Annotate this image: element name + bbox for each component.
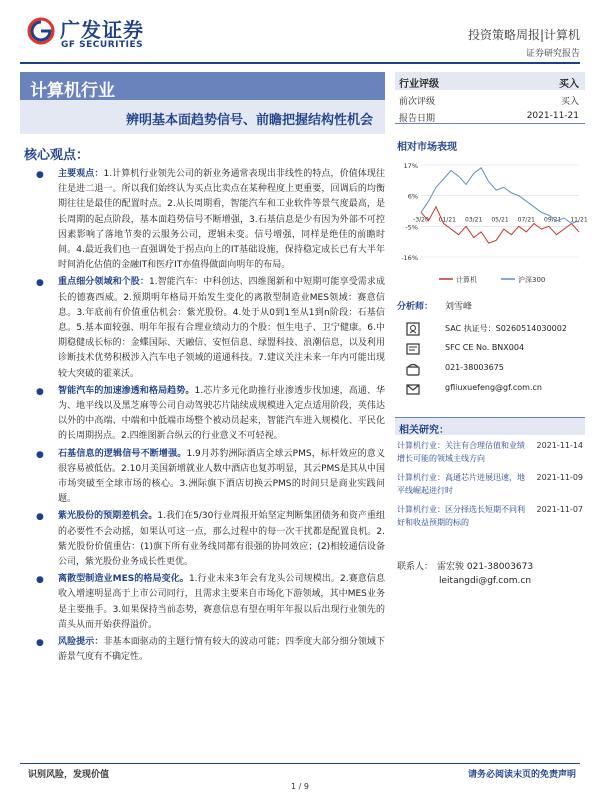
chart-svg bbox=[395, 153, 588, 293]
related-item-title[interactable]: 计算机行业：关注有合理估值和业绩增长可能的领域主线方向 bbox=[397, 441, 525, 463]
footer-disclaimer: 请务必阅读末页的免责声明 bbox=[467, 770, 576, 780]
bullet-item bbox=[20, 447, 385, 508]
relative-performance-chart bbox=[395, 153, 588, 293]
x-tick-label: 03/21 bbox=[465, 216, 483, 224]
rating-row bbox=[395, 72, 585, 90]
certificate-icon bbox=[405, 321, 421, 337]
bullet-item bbox=[20, 635, 385, 665]
bullet-text: 1.计算机行业领先公司的新业务通常表现出非线性的特点，价值体现往往是进二退一。所以我们始终认为买点比卖点在某种程度上更重要，回调后的均衡期往往是最佳的配置时点。2.从长周期看，智能汽车和工业软件等景气度最高，是长周期的起点阶段，基本面趋势信号不断增强，3.石基信息是少有因为外部不可控因素影响了落地节奏的云服务公司，逻辑未变。信号增强，同样是绝佳的前瞻时间。4.最近我们也一直强调处于拐点向上的IT基础设施，保持稳定成长已有大半年时间消化估值的金融IT和医疗IT亦值得做面向明年的布局。 bbox=[58, 169, 385, 271]
header-divider bbox=[20, 62, 580, 64]
bullet-text: 1.9月苏豹洲际酒店全球云PMS，标杆效应的意义很容易被低估。2.10月美国新增就业人数中酒店也复苏明显，其云PMS是其从中国市场突破至全球市场的核心。3.洲际旗下酒店切换云PMS的时间只是商业实践问题。 bbox=[58, 448, 385, 505]
related-research-title: 相关研究： bbox=[395, 417, 585, 435]
x-tick-label: -3/20 bbox=[413, 216, 429, 224]
related-item[interactable] bbox=[395, 435, 585, 467]
related-item-date: 2021-11-14 bbox=[536, 441, 583, 450]
contact-email: leitangdi@gf.com.cn bbox=[439, 576, 532, 586]
gf-logo-icon bbox=[28, 18, 54, 44]
prev-rating-row bbox=[395, 90, 585, 107]
contact-block bbox=[395, 559, 585, 586]
y-tick-label: 17% bbox=[403, 162, 418, 170]
bullet-item bbox=[20, 509, 385, 570]
series-line bbox=[421, 207, 579, 243]
bullet-text: 1.芯片多元化助推行业渗透步伐加速，高通、华为、地平线以及黑芝麻等公司自动驾驶芯片陆续成规模进入定点适用阶段，英伟达以外的中高端、中端和中低端市场整个被动员起来，智能汽车进入规模化、平民化的长周期拐点。2.四维图新合纵云的行业意义不可轻视。 bbox=[58, 385, 385, 442]
bullet-dot-icon: ● bbox=[36, 449, 44, 460]
analyst-name: 刘雪峰 bbox=[445, 302, 473, 312]
phone-icon bbox=[405, 361, 421, 377]
logo-text-cn: 广发证券 bbox=[60, 18, 144, 42]
x-tick-label: 01/21 bbox=[438, 216, 456, 224]
y-tick-label: 6% bbox=[407, 192, 418, 201]
contact-name-phone: 雷宏骏 021-38003673 bbox=[437, 562, 534, 572]
industry-title: 计算机行业 bbox=[20, 72, 385, 100]
related-item-title[interactable]: 计算机行业：区分择选长短期不同利好和收益预期的标的 bbox=[397, 505, 525, 527]
legend-label: 沪深300 bbox=[518, 276, 546, 284]
analyst-block bbox=[395, 297, 585, 457]
report-subtitle: 辨明基本面趋势信号、前瞻把握结构性机会 bbox=[20, 100, 385, 134]
bullet-lead: 离散型制造业MES的格局变化。 bbox=[58, 574, 189, 585]
bullet-lead: 重点细分领域和个股： bbox=[58, 277, 149, 288]
main-column bbox=[20, 72, 385, 668]
report-subtype: 证券研究报告 bbox=[525, 49, 580, 59]
bullet-dot-icon: ● bbox=[36, 278, 44, 289]
legend-label: 计算机 bbox=[456, 276, 477, 284]
report-date-label: 报告日期 bbox=[399, 114, 436, 124]
bullet-item bbox=[20, 167, 385, 273]
bullet-item bbox=[20, 572, 385, 633]
bullet-lead: 智能汽车的加速渗透和格局趋势。 bbox=[58, 385, 195, 396]
related-item[interactable] bbox=[395, 499, 585, 531]
bullet-text: 1.行业未来3年会有龙头公司规模出。2.赛意信息收入增速明显高于上市公司同行，且需求主要来自市场化下游领域，其中MES业务是主要推手。3.如果保持当前态势，赛意信息有望在明年年报以后出现行业领先的苗头从而开始获得溢价。 bbox=[58, 574, 386, 630]
report-date-value: 2021-11-21 bbox=[526, 111, 579, 121]
analyst-sfc: SFC CE No. BNX004 bbox=[445, 343, 525, 352]
bullet-dot-icon: ● bbox=[36, 170, 44, 180]
x-tick-label: 11/21 bbox=[570, 216, 588, 224]
bullet-text: 1.我们在5/30行业周报开始坚定判断集团债务和资产重组的必要性不会动摇，如果认可这一点，那么过程中的每一次干扰都是配置良机。2.紫光股份价值重估：(1)旗下所有业务线同都有很强的协同效应；(2)相较通信设备公司，紫光股份业务成长性更优。 bbox=[58, 511, 385, 568]
report-date-row bbox=[395, 107, 585, 124]
bullet-dot-icon: ● bbox=[36, 386, 44, 397]
bullet-list bbox=[20, 167, 385, 666]
bullet-dot-icon: ● bbox=[36, 638, 44, 649]
related-item-date: 2021-11-07 bbox=[536, 505, 583, 514]
analyst-label: 分析师： bbox=[397, 302, 434, 312]
chart-title: 相对市场表现 bbox=[397, 142, 457, 153]
id-card-icon bbox=[405, 341, 421, 357]
bullet-lead: 石基信息的逻辑信号不断增强。 bbox=[58, 448, 187, 459]
bullet-dot-icon: ● bbox=[36, 575, 44, 586]
x-tick-label: 09/21 bbox=[544, 216, 562, 224]
bullet-text: 非基本面驱动的主题行情有较大的波动可能；四季度大部分细分领域下游景气度有不确定性。 bbox=[58, 637, 385, 663]
rating-value: 买入 bbox=[559, 79, 579, 90]
bullet-text: 1.智能汽车：中科创达、四维图新和中短期可能享受需求成长的德赛西威。2.预期明年格局开始发生变化的离散型制造业MES领域：赛意信息。3.年底前有价值重估机会：紫光股份。4.处于从0到1至从1到n阶段：石基信息。5.基本面较强、明年年报有合理业绩动力的个股：恒生电子、卫宁健康。6.中期稳健成长标的：金蝶国际、天融信、安恒信息、绿盟科技、浪潮信息，以及利用诊断技术优势积极涉入汽车电子领域的道通科技。7.建议关注未来一年内可能出现较大突破的霍莱沃。 bbox=[58, 277, 385, 379]
related-item[interactable] bbox=[395, 467, 585, 499]
report-type: 投资策略周报|计算机 bbox=[467, 28, 580, 42]
page-number: 1 / 9 bbox=[291, 782, 309, 791]
bullet-dot-icon: ● bbox=[36, 512, 44, 523]
bullet-item bbox=[20, 275, 385, 381]
bullet-lead: 紫光股份的预期差机会。 bbox=[58, 511, 158, 522]
bullet-lead: 风险提示： bbox=[58, 637, 104, 648]
y-tick-label: -5% bbox=[405, 223, 418, 232]
related-item-title[interactable]: 计算机行业：高通芯片进展迅速，地平线崛起进行时 bbox=[397, 473, 525, 495]
bullet-item bbox=[20, 384, 385, 445]
analyst-sac: SAC 执证号：S0260514030002 bbox=[445, 324, 567, 333]
x-tick-label: 05/21 bbox=[491, 216, 509, 224]
sidebar-column bbox=[395, 72, 588, 586]
core-views-title: 核心观点： bbox=[24, 148, 90, 163]
analyst-email: gfliuxuefeng@gf.com.cn bbox=[445, 383, 542, 392]
contact-label: 联系人： bbox=[397, 562, 434, 572]
rating-label: 行业评级 bbox=[399, 79, 439, 90]
email-icon bbox=[405, 381, 421, 397]
analyst-phone: 021-38003675 bbox=[445, 363, 504, 372]
footer-divider bbox=[20, 763, 580, 764]
prev-rating-value: 买入 bbox=[560, 97, 579, 107]
x-tick-label: 07/21 bbox=[517, 216, 535, 224]
footer-slogan: 识别风险，发现价值 bbox=[28, 770, 110, 780]
bullet-lead: 主要观点： bbox=[58, 169, 104, 179]
related-item-date: 2021-11-09 bbox=[536, 473, 583, 482]
logo-text-en: GF SECURITIES bbox=[61, 40, 144, 50]
prev-rating-label: 前次评级 bbox=[399, 97, 436, 107]
y-tick-label: -16% bbox=[401, 254, 418, 262]
page-header bbox=[0, 0, 600, 62]
